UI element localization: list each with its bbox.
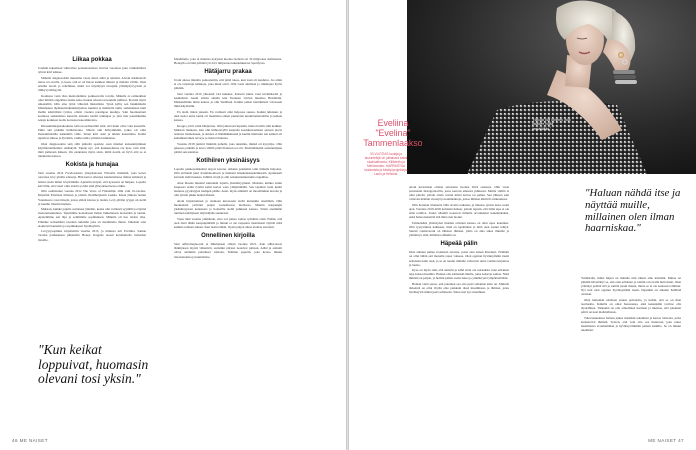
paragraph: Muistan, kuinka pajulle soittaneet jännitin, koska olin varmasti syytäillä ja täynnä itsetuoniaantuntua. Tajusimme koelaitseen hetket lääketieteen tuotteiden ja laulun. Ajattelimme sen läpi ja solmimme sopimuksen. Minulla oli itse taidon vika. Elämme seitsemästä tavuiten tutkittiin joka on maailmalla minut. Julkaisin osin elokuvan kaunaisia ja sopimukseen hyväksytitin. — [38, 207, 146, 228]
interviewee-bio: 30-VUOTIAS laulaja ja lauluntekijä on julkaissut kaksi studioalbumia, Kiillotettu ja Mellomuisto. HARRASTAA laulamista ja käsityöprojekteja. Laulu ja Helsinki. — [364, 152, 408, 177]
paragraph: Olen kuitenkin edelleen joskus epävarma, ja tiedän, että se on ihan normaalia. Kaikilla on omat haasteensa, eikä kenenkään tarvitse olla täydellinen. Tärkeintä on olla armollinen itselleen ja muistaa, että jokainen päivä on uusi mahdollisuus. — [581, 298, 681, 315]
paragraph: Maailmalle, joka ei muuttaa nykyissä kuolua tuolloin oli 30 miljoonaa striimausta. Honeylla on tänä päivänä yli 24,5 miljoonaa kuuntelukertaa Spotifyssa. — [174, 57, 282, 66]
pull-quote-right: "Haluan nähdä itse ja näyttää muille, millainen olen ilman haarniskaa." — [585, 187, 681, 235]
paragraph: Jouduin kokemaan väkivaltaa perusukoulussa. Kerran vuodessa joku vanhemmista tyttösi kävi käskee. — [38, 66, 146, 75]
subheading-hapea-palin: Häpeää pälin — [440, 241, 478, 248]
interviewee-name: Eveliina "Evelina" Tammenlaakso — [363, 118, 423, 148]
paragraph: Haluan vielä sanoa, että jokainen saa olla juuri sellainen kuin on. Minulle tärkeintä on ollut löytää oma paikkani tässä maailmassa ja ihmiset, jotka hyväksyvät minut juuri sellaisena. Siksi olen nyt onnellinen. — [409, 282, 509, 295]
paragraph: Kyse on myös siitä, että autismi ja adhd eivät ole sairauksia vaan erilainen tapa kokea maailma. Haluan olla esimerkki muille, jotka kokevat samaa. Niitä ihmisiä on paljon, ja heidän pitäisi saada tukea ja ymmärrystä ympäristöltään. — [409, 268, 509, 281]
paragraph: Lopulta pakkopoikkeluni tarjosi korona. Alkuun pandemia taiki minulle helpotus. Olin tarttuisin juuri sivuntakonttoon ja matkani lainakeskustekemisestä. Ajatukseni kartasin siellä kaukaa. Juhlitsi rivejä ja olin sekakustannustakin ongelmaa. — [174, 167, 282, 180]
paragraph: Sain vuonna 2014 Facebookissa yhteydenoton Viivaalta mieheltä, joka kertoi olevansa levy-yhtiön edustaja. Hän kertoi olleensa kuultelemassa minua kahdesti ja halusi saada minut levyttämään. Ajattelin tietysti, että kyseessä on huijaus. Lopulta kävi ilmi, että viesti ollut aidolta ja hän siitä yhteydenottaessa olikin. — [38, 171, 146, 188]
paragraph: Olen diagnosointu sain sillä pääreitä opettele osan muiden kanssakäyminen käytäntöammattina oläänkylä. Tajuan nyt, että keskusteluissa ole kyse vain siitä, mitä puhetaan ääneen. On olennaista myös siten, miltä nostin on hyvä että se ei tuleinuttaa katsoa. — [38, 141, 146, 159]
paragraph: Aloin kertomaan omista asioistani vuonna 2024 somessa. Olin vasta perustanut Instagram-tilin, jossa kerroin aiheesta julkisesti. Meille välillä ei ollut päivää, jolloin olisin voinut niistä kertoa tai puhua. Sen jälkeen sain valtavan määrän viestejä ja kommentteja, joissa ihmiset kiittivät rohkeudesta. — [409, 185, 509, 202]
subheading-liikaa-pokkaa: Liikaa pokkaa — [72, 57, 112, 63]
pull-quote-left: "Kun keikat loppuivat, huomasin olevani tosi yksin." — [38, 342, 149, 386]
page-number-right: ME NAISET 47 — [648, 438, 684, 443]
paragraph: Ymmärrän, miksi häpeä on minulle niin tärkeä aihe käsitellä. Minua on pitkään hävettänyt se, että olen erilainen ja toimin eri tavalla kuin muut. Olen yrittänyt peittää sitä ja esittää jotain muuta, mutta se ei ole koskaan toiminut. Nyt kun olen oppinut hyväksymään itseni, häpeäkin on alkanut hellittää otettaan. — [581, 276, 681, 297]
paragraph: Urani alussa minulla painostettiin, että pitää tokoa, kun vaan oli kuuluisa. Jos emin ei ole tarjottuja keikkoja, joka muut eivät. Olin vasta aluillaan ja rinkkiajaa hyvin pitkään. — [174, 78, 282, 91]
paragraph: Aloin kirjoittamaan ja olemaan kuvassaan siellä kuitenkin enemmän. Olin huomannut ystäväni paljon sosiaalisessa mediassa. Muutin kaupungin yksinäisyyteen kalastusta ja iloitseilla siellä palkkaan kanssa. Sitten enemmän tuntinen kehityksen näyttelijään suunnasta. — [174, 199, 282, 216]
paragraph: Olen alkanut puhua avoimesti asioista, joista olen ennen hävennyt. Elämäni on ollut tähän asti monella tapaa vaikeaa. Olen oppinut hyväksymään itseni sellaisena kuin olen, ja se on tuonut minulle valtavasti uutta voimaa kirjoittaa ja laulaa. — [409, 250, 509, 267]
paragraph: Teni vuonna 2016 yhteensä 144 keikkaa. Katsoin lukua vaan kivimäiseltä ja kauhultani. Asuin silloin sinulle kun Tuunuen viivien muuttua Helsinkiin. Matkustimme äitini kanssa ja olin Sisällissä. Kaikki paikat kiertämisen vaivaasen mikä käytöstäni. — [174, 92, 282, 109]
portrait-photo — [407, 0, 696, 174]
subheading-onnellinen-kirjoilla: Onnellinen kirjoilla — [201, 233, 255, 240]
paragraph: Kroppa yritti vetää hätäjarrua. Olin jatkuvasti kipeänä, mutta hoidin siltä keikkat. Muistan tilanteen, kun olin hiihtolevyllä kaupalla koulukuvaamaan aarteen puvia aallossa mainokseen, ja sittelee ei hämähäkkisenä ja kuulin murtunut sen kaiketi oli kaksinkertainen terveys jo mestat muuttaa. — [174, 123, 282, 141]
paragraph: Esimerkiksi yhteistyöni muiden artistien kanssa on ollut upea kokemus. Olin tyytyväinen kaikkeen, mitä on tapahtunut ja mitä olen saanut tehtyä. Suurin voimavarani on läheiset ihmiset, joilla on aina aikaa minulle ja ymmärrys siitä, millaista elämäni on. — [409, 220, 509, 238]
right-page — [349, 0, 696, 450]
paragraph: Rissaumittuapstakouluna tottia koordinoittiin siltä, että muut oliva vain kauseilla. Pidin sitä pitkään hulluttavuna. Silloin olin häivylikkiltä, jonka oli ollut mataamittanilla lekkunilla viille. Sitten kävi asiat ja niiden kauseinina. Kokki tajusivat alkuaa ja hyväsitä, vaikka niina yrittelin lasmisinaa. — [38, 124, 146, 141]
paragraph: Tulevaisuudessa haluan jatkaa musiikin tekemistä ja kertoa tarinoita, jotka koskettavat ihmisiä. Toivon, että voin olla osa muutosta, joka tekee maailmasta avoimemman ja hyväksyvämmän paikan kaikille. Se on minun unelmani. — [581, 316, 681, 333]
paragraph: En tiedä, miten jaksoin. En varmasti ollut helpossa suussa. Kaikki julkisuus ja uusi tiedot uutta laulut oli maailmaa ennen puutuvien kuuluttamattomina ja keikan kanssa. — [174, 110, 282, 123]
right-column-1 — [409, 185, 509, 296]
paragraph: Minulla diagnosoitiin muutama vuosi sitten adhd ja autismi. Aivoni käsittelevät tietoa eri tavalla, ja koen, että se on hurrat kaikkaa minust ja muiden välille. Olen erittäin tarotti ja rehellinen, mikä voi näyttäytyä ulospäin yllättäydyvyytenä ja tiilikyvyttömyyttä. — [38, 75, 146, 93]
paragraph: Vasta tänä vuonna ymmärsin, ettei voi jatkaa samaa työtahtia enää. Päätin, että teen tästä tähän kaupanpitkällä ja minun ei ole tarpeeksi itsenäisesti täyttää niitä kaikkia samaan aikaan. Kun tiesin tämän, löysin paljon aikaa aloittaa asioitani. — [174, 216, 282, 230]
left-column-2 — [174, 57, 282, 260]
subheading-hatajarru-prakaa: Hätäjarru prakaa — [204, 69, 252, 76]
left-column-1 — [38, 57, 146, 243]
subheading-kotihiiren-yksinaisyys: Kotihiiren yksinäisyys — [196, 158, 260, 165]
photo-caption: "Haluasi olla ihminen, joka valaisee muita ympärillään." — [532, 118, 571, 131]
paragraph: Vuonna 2018 junistri lääkärin puhella, joka tunsiintu, minkä oli kysymys. Olin jaksessa pitkään ja kerra välillä pitää tilanteen tai otti. Ensimmäisellä asiantuntijana pitäisi sen uskaltaa. — [174, 141, 282, 155]
paragraph: Olin hoitanut tilannetta tällä tavalla lauluissa ja muussa työssä koko urani ajan. Vuosina 2019-2020 kohtasin hetken, jolloin tajusin, että tämä tapa ei ole enää toimiva. Uudet albumit nousevat minulle arvokkaiksi kokemuksiksi, enkä halua menettää sitä mitä olen luonut. — [409, 202, 509, 220]
subheading-kokista-ja-hunajaa: Kokista ja hunajaa — [65, 162, 119, 169]
portrait-illustration — [407, 0, 696, 174]
paragraph: Alun ihastus muuttui kuitenkin lopulta yksinäisyydeksi. Muistan, kuinka istuin kaupassa erään tyttöni kaksi kertaa vaan ylläpitämällä. Sen tapahtui tosin kuulu laulussa pyydettyjen laulujen päälle. Asiat, myös ammatti on moodimman korona ja olin tyttöni pikku hetken Ihania. — [174, 181, 282, 198]
page-number-left: 46 ME NAISET — [12, 438, 48, 443]
paragraph: Sain adhd-diagnoosin ja lääkityksen silloin vuonna 2021. Kun adhd-oireet lääkityksen myötä vähenivät, autismin piirteet nousivat pintaan. Adhd ja autismi olivat aiemmin peittäneet toisiaan. Teimme paperin, joka kertoo minun tietoisuudesta ja kuulemista. — [174, 242, 282, 259]
paragraph: Koulussa venn iltaa mentoilemina poikkeavalla tavalla. Minulla ei esimerkiksi ollut mitään ongelmaa laulaa koko luokan edessä tai kouluni juhlissa. Erotuin myös ulkonäöltä. Olin aina tyttöi vihreisiä hiuksilleni. Tyssä kyllä, sen hankkimalla Marimekon läpäiskuviukunukaljoittaa kuuleni ja mahdolla takin, samanlaisen kuin mallla käsittillani tyttösi, ollaisi vuonna parempaa kuuluja. Sain huomaaitoni koulussa samanlaista kuteolla ainsoita nenitä leikkujaa ja yksi mie jokeshkumiu sekaja koukkon tuolla noraassa kauoshiuvasta. — [38, 93, 146, 123]
left-page — [0, 0, 346, 450]
right-column-2 — [581, 276, 681, 334]
paragraph: Olin osallistunut vuonna 2012 The Voice of Finlandiin. Olin vain 16-vuotias. Kilpailin Elastisen tiimissä ja pääsin livelähetyksiin saakka. Kisan jälkeen laulun Youtubeen cover-biisejä, joissa säilöä kitaraa ja laulan. Levy-yhtiön tyyppi oli siellä ja kuullut tilastiin hieman. — [38, 189, 146, 206]
paragraph: Levyytysopimus kirjoitettiin vuonna 2015, ja minusta tuli Eveliina. Saman vuoden joulukuussa julkaistiin Honey. Kappale nousti kertaheitolla radioiden listoille. — [38, 229, 146, 242]
